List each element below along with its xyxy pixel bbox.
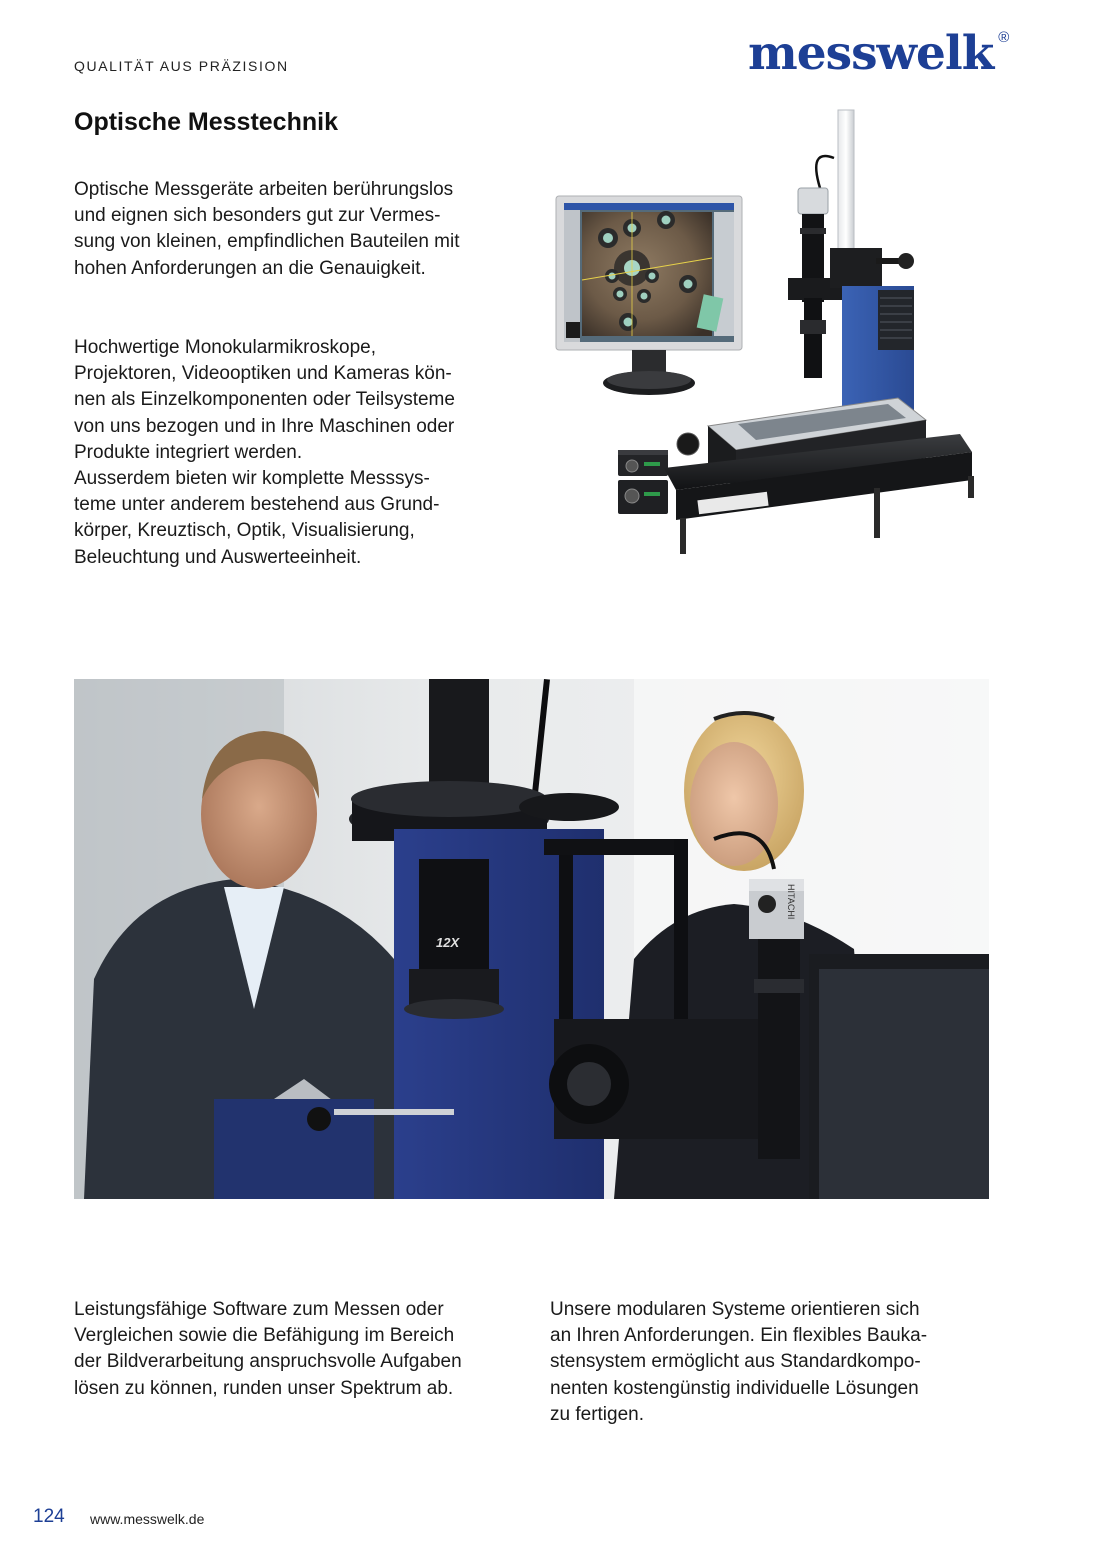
text-line: zu fertigen.: [550, 1403, 644, 1425]
text-line: Projektoren, Videooptiken und Kameras kön-: [74, 363, 452, 385]
page-number: 124: [33, 1506, 65, 1527]
text-line: Produkte integriert werden.: [74, 441, 303, 463]
text-line: Optische Messgeräte arbeiten berührungslos: [74, 179, 454, 200]
tagline: QUALITÄT AUS PRÄZISION: [74, 58, 289, 74]
logo-text: messwelk: [748, 26, 994, 81]
operators-with-microscope-photo: [74, 679, 989, 1199]
measuring-system-drawing: [548, 108, 998, 588]
text-line: körper, Kreuztisch, Optik, Visualisierung,: [74, 520, 415, 542]
website-link[interactable]: www.messwelk.de: [90, 1511, 205, 1527]
modular-paragraph: [550, 1297, 990, 1428]
text-line: nen als Einzelkomponenten oder Teilsysteme: [74, 389, 455, 411]
text-line: von uns bezogen und in Ihre Maschinen oder: [74, 415, 455, 437]
text-line: teme unter anderem bestehend aus Grund-: [74, 494, 440, 516]
text-line: Hochwertige Monokularmikroskope,: [74, 337, 377, 358]
text-line: Leistungsfähige Software zum Messen oder: [74, 1299, 444, 1320]
xy-stage: [664, 398, 974, 554]
text-line: stensystem ermöglicht aus Standardkompo-: [550, 1351, 921, 1373]
page-title: Optische Messtechnik: [74, 108, 338, 136]
text-line: und eignen sich besonders gut zur Vermes-: [74, 205, 441, 227]
text-line: Beleuchtung und Auswerteeinheit.: [74, 546, 362, 568]
monitor: [556, 196, 742, 395]
intro-paragraph: [74, 177, 524, 282]
text-line: der Bildverarbeitung anspruchsvolle Aufgaben: [74, 1351, 462, 1373]
measuring-system-illustration: [548, 108, 998, 588]
text-line: Unsere modularen Systeme orientieren sich: [550, 1299, 920, 1320]
text-line: Ausserdem bieten wir komplette Messsys-: [74, 468, 430, 490]
text-line: Vergleichen sowie die Befähigung im Bereich: [74, 1325, 455, 1347]
text-line: an Ihren Anforderungen. Ein flexibles Bauka-: [550, 1325, 928, 1347]
controller-boxes: [618, 450, 668, 514]
software-paragraph: [74, 1297, 524, 1402]
text-line: sung von kleinen, empfindlichen Bauteilen mit: [74, 231, 460, 253]
lens-magnification-label: 12X: [436, 935, 460, 950]
microscope: [788, 110, 914, 416]
text-line: nenten kostengünstig individuelle Lösungen: [550, 1377, 919, 1399]
registered-mark: ®: [998, 29, 1010, 46]
messwelk-logo: [748, 26, 1010, 81]
text-line: hohen Anforderungen an die Genauigkeit.: [74, 257, 426, 279]
products-paragraph: [74, 335, 524, 571]
camera-brand-label: HITACHI: [786, 884, 796, 920]
text-line: lösen zu können, runden unser Spektrum ab.: [74, 1377, 454, 1399]
photo-drawing: [74, 679, 989, 1199]
